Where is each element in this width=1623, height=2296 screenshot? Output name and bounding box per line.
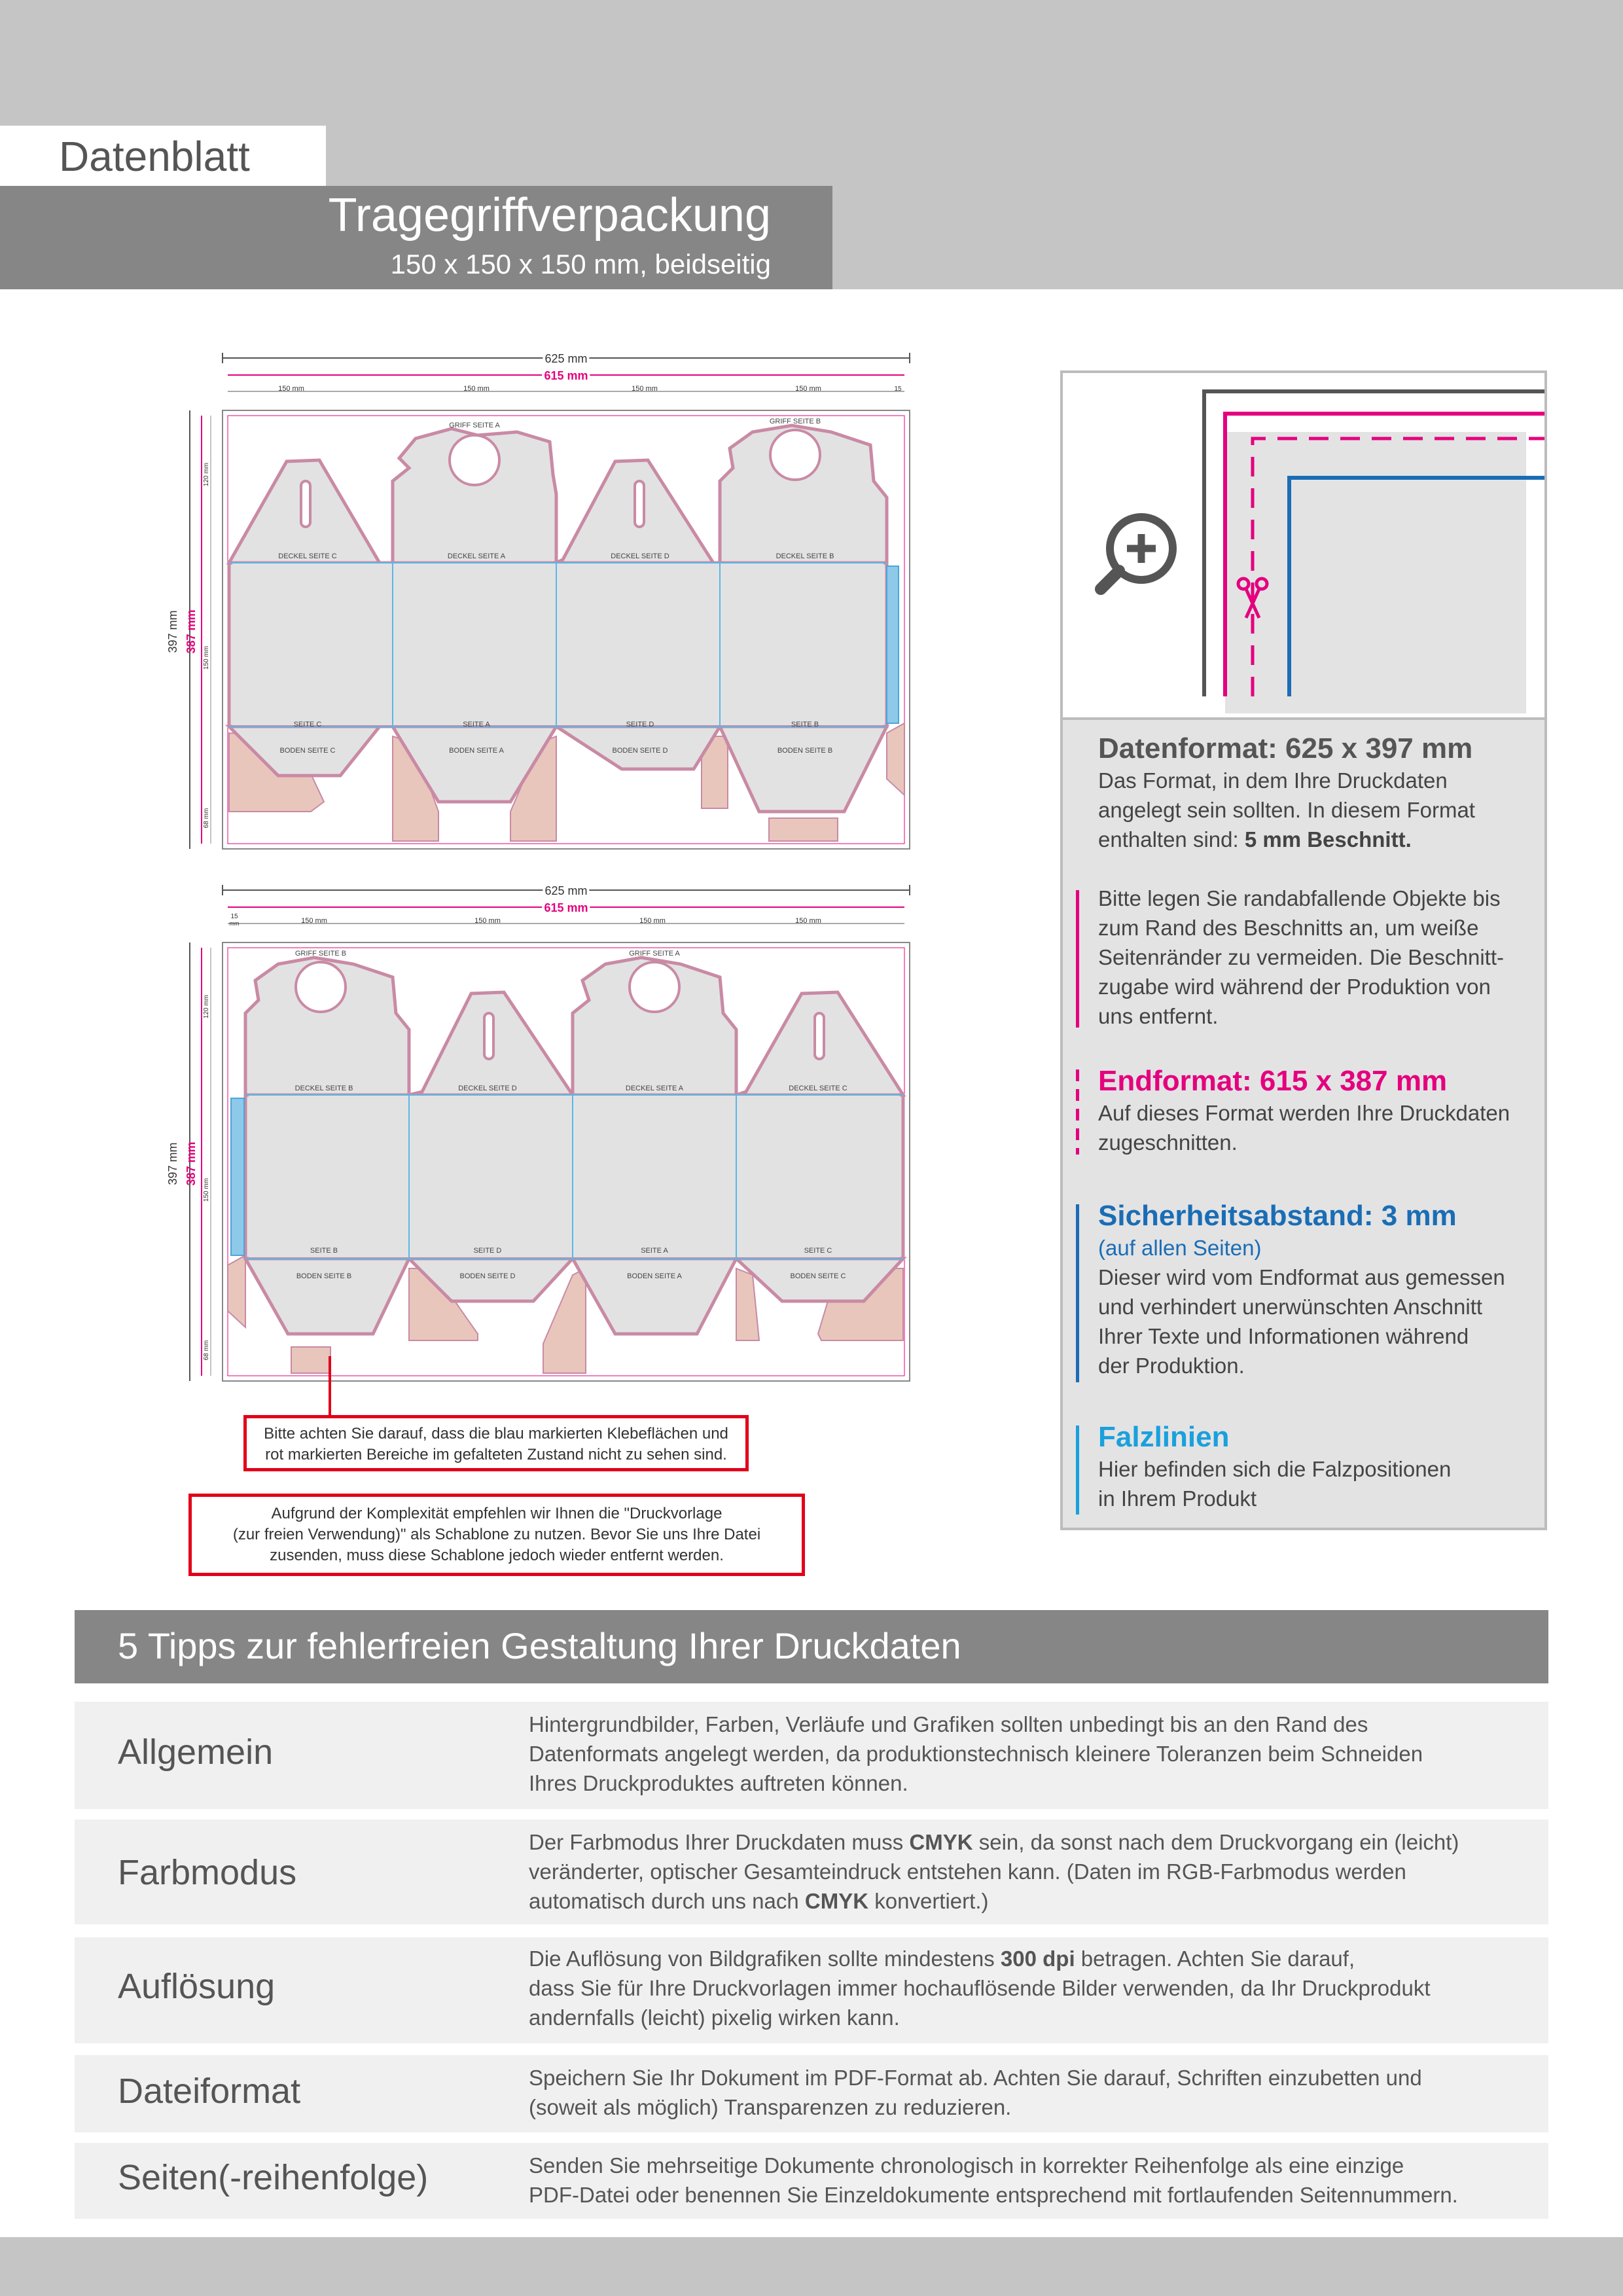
lid-label-2: DECKEL SEITE A [447, 552, 506, 560]
dim-side-4: 150 mm [795, 917, 821, 925]
dim-trim-height: 387 mm [185, 1141, 198, 1186]
tip-farbmodus-text [529, 1827, 1459, 1916]
glue-area-note [243, 1415, 749, 1471]
tip-seiten-line-1: Senden Sie mehrseitige Dokumente chronologisch in korrekter Reihenfolge als eine einzige [529, 2153, 1404, 2178]
tip-aufloesung-line-1c: betragen. Achten Sie darauf, [1075, 1946, 1355, 1971]
falzlinien-title: Falzlinien [1098, 1421, 1230, 1453]
falzlinien-bar [1076, 1426, 1079, 1515]
bottom-label-1: BODEN SEITE B [296, 1272, 352, 1280]
sicherheit-subtitle: (auf allen Seiten) [1098, 1236, 1262, 1260]
footer-band [0, 2237, 1623, 2296]
tip-farbmodus-line-2: veränderter, optischer Gesamteindruck entstehen kann. (Daten im RGB-Farbmodus werden [529, 1859, 1406, 1884]
title-box [0, 186, 832, 289]
tip-dateiformat-line-2: (soweit als möglich) Transparenzen zu reduzieren. [529, 2095, 1012, 2119]
tip-aufloesung-line-1 [529, 1944, 1431, 1973]
tip-aufloesung-label: Auflösung [118, 1967, 276, 2006]
datenformat-line-3b: 5 mm Beschnitt. [1244, 827, 1412, 852]
dim-side-3: 150 mm [639, 917, 666, 925]
lid-label-1: DECKEL SEITE B [294, 1085, 353, 1092]
dieline-inside [164, 882, 916, 1390]
tip-seiten-text [529, 2151, 1458, 2210]
dim-body-height: 150 mm [203, 1177, 210, 1202]
beschnitt-line-3: Seitenränder zu vermeiden. Die Beschnitt- [1098, 945, 1504, 969]
tip-dateiformat-label: Dateiformat [118, 2072, 301, 2111]
bottom-label-4: BODEN SEITE B [777, 747, 833, 755]
tip-dateiformat-line-1: Speichern Sie Ihr Dokument im PDF-Format ab. Achten Sie darauf, Schriften einzubetten und [529, 2066, 1422, 2090]
dim-lid-height: 120 mm [203, 994, 210, 1019]
tip-allgemein-label: Allgemein [118, 1732, 274, 1772]
dim-total-width: 625 mm [544, 352, 588, 365]
tip-farbmodus-line-3 [529, 1886, 1459, 1916]
dim-side-3: 150 mm [632, 385, 658, 393]
tip-farbmodus-line-1 [529, 1827, 1459, 1857]
endformat-line-2: zugeschnitten. [1098, 1130, 1238, 1155]
tip-seiten [75, 2143, 1548, 2219]
handle-label-1: GRIFF SEITE B [294, 950, 347, 958]
product-title: Tragegriffverpackung [328, 189, 771, 242]
dim-side-2: 150 mm [474, 917, 501, 925]
tip-allgemein-line-3: Ihres Druckproduktes auftreten können. [529, 1771, 908, 1795]
tip-aufloesung-text [529, 1944, 1431, 2032]
tip-dateiformat [75, 2055, 1548, 2132]
dim-total-width: 625 mm [544, 884, 588, 897]
sicherheit-title: Sicherheitsabstand: 3 mm [1098, 1200, 1457, 1232]
datasheet-label: Datenblatt [59, 133, 250, 180]
template-note [188, 1494, 805, 1576]
side-label-1: SEITE C [293, 721, 322, 728]
template-note-line-2: (zur freien Verwendung)" als Schablone zu nutzen. Bevor Sie uns Ihre Datei [232, 1526, 761, 1543]
dim-margin: 15 [894, 386, 902, 393]
dim-side-1: 150 mm [301, 917, 327, 925]
dim-margin: 15 [230, 913, 238, 920]
datenformat-block [1098, 732, 1543, 854]
beschnitt-line-4: zugabe wird während der Produktion von [1098, 975, 1491, 999]
beschnitt-line-1: Bitte legen Sie randabfallende Objekte bis [1098, 886, 1501, 910]
tip-farbmodus-line-3b: CMYK [804, 1889, 869, 1913]
tip-allgemein-line-2: Datenformats angelegt werden, da produktionstechnisch kleinere Toleranzen beim Schneiden [529, 1742, 1423, 1766]
tip-dateiformat-text [529, 2063, 1422, 2122]
lid-label-3: DECKEL SEITE D [611, 552, 669, 560]
tip-farbmodus-line-1a: Der Farbmodus Ihrer Druckdaten muss [529, 1830, 910, 1854]
template-note-line-1: Aufgrund der Komplexität empfehlen wir Ihnen die "Druckvorlage [271, 1505, 722, 1522]
dim-lid-height: 120 mm [203, 462, 210, 487]
side-label-4: SEITE B [791, 721, 819, 728]
beschnitt-line-2: zum Rand des Beschnitts an, um weiße [1098, 916, 1479, 940]
tip-aufloesung-line-3: andernfalls (leicht) pixelig wirken kann. [529, 2005, 900, 2030]
endformat-line-1: Auf dieses Format werden Ihre Druckdaten [1098, 1101, 1510, 1125]
tip-seiten-label: Seiten(-reihenfolge) [118, 2158, 429, 2197]
side-label-3: SEITE D [626, 721, 654, 728]
dim-margin-unit: mm [229, 920, 240, 927]
falzlinien-block [1098, 1420, 1543, 1513]
falzlinien-line-2: in Ihrem Produkt [1098, 1486, 1257, 1511]
format-info-panel [1060, 370, 1547, 1530]
datenformat-line-2: angelegt sein sollten. In diesem Format [1098, 798, 1475, 822]
bottom-label-1: BODEN SEITE C [279, 747, 336, 755]
note-connector [329, 1356, 331, 1416]
sicherheit-block [1098, 1199, 1543, 1380]
side-label-4: SEITE C [804, 1247, 832, 1255]
endformat-title: Endformat: 615 x 387 mm [1098, 1065, 1448, 1097]
bottom-label-3: BODEN SEITE D [612, 747, 668, 755]
handle-label-2: GRIFF SEITE A [629, 950, 680, 958]
tip-aufloesung-line-1b: 300 dpi [1000, 1946, 1075, 1971]
sicherheit-line-2: und verhindert unerwünschten Anschnitt [1098, 1295, 1483, 1319]
dieline-inside-svg [164, 882, 916, 1386]
product-subtitle: 150 x 150 x 150 mm, beidseitig [390, 249, 771, 279]
sicherheit-line-4: der Produktion. [1098, 1354, 1245, 1378]
datenformat-line-3 [1098, 825, 1543, 854]
tip-allgemein [75, 1702, 1548, 1809]
dim-side-2: 150 mm [463, 385, 490, 393]
tip-allgemein-line-1: Hintergrundbilder, Farben, Verläufe und Grafiken sollten unbedingt bis an den Rand des [529, 1712, 1368, 1736]
tip-farbmodus-line-3a: automatisch durch uns nach [529, 1889, 805, 1913]
bottom-label-4: BODEN SEITE C [790, 1272, 846, 1280]
falzlinien-line-1: Hier befinden sich die Falzpositionen [1098, 1457, 1452, 1481]
tip-aufloesung [75, 1937, 1548, 2043]
beschnitt-bar [1076, 890, 1079, 1028]
tips-heading: 5 Tipps zur fehlerfreien Gestaltung Ihrer Druckdaten [118, 1625, 961, 1666]
tip-farbmodus-line-1b: CMYK [909, 1830, 973, 1854]
tip-seiten-line-2: PDF-Datei oder benennen Sie Einzeldokumente entsprechend mit fortlaufenden Seitennummern. [529, 2183, 1458, 2207]
dim-total-height: 397 mm [166, 610, 179, 653]
lid-label-4: DECKEL SEITE C [789, 1085, 847, 1092]
side-label-2: SEITE D [473, 1247, 502, 1255]
dim-side-4: 150 mm [795, 385, 821, 393]
lid-label-4: DECKEL SEITE B [776, 552, 834, 560]
dim-trim-width: 615 mm [544, 901, 588, 914]
bottom-label-2: BODEN SEITE D [459, 1272, 516, 1280]
endformat-block [1098, 1064, 1543, 1157]
datasheet-label-box [0, 126, 326, 186]
format-zoom-illustration [1063, 373, 1544, 720]
datenformat-line-1: Das Format, in dem Ihre Druckdaten [1098, 768, 1448, 793]
glue-note-line-2: rot markierten Bereiche im gefalteten Zustand nicht zu sehen sind. [265, 1446, 727, 1463]
lid-label-3: DECKEL SEITE A [625, 1085, 684, 1092]
lid-label-2: DECKEL SEITE D [458, 1085, 517, 1092]
dim-bottom-height: 68 mm [203, 808, 210, 829]
lid-label-1: DECKEL SEITE C [278, 552, 337, 560]
side-label-1: SEITE B [310, 1247, 338, 1255]
dim-total-height: 397 mm [166, 1142, 179, 1185]
tip-allgemein-text [529, 1710, 1423, 1798]
dim-trim-height: 387 mm [185, 609, 198, 654]
tip-farbmodus-label: Farbmodus [118, 1853, 297, 1892]
handle-label-1: GRIFF SEITE A [449, 422, 500, 429]
tip-farbmodus-line-3c: konvertiert.) [868, 1889, 989, 1913]
zoom-plus-icon [1101, 517, 1173, 589]
format-corner-svg [1063, 373, 1544, 717]
tip-aufloesung-line-1a: Die Auflösung von Bildgrafiken sollte mindestens [529, 1946, 1001, 1971]
glue-note-line-1: Bitte achten Sie darauf, dass die blau markierten Klebeflächen und [264, 1425, 728, 1443]
side-label-2: SEITE A [463, 721, 490, 728]
endformat-dashed-bar [1076, 1069, 1079, 1155]
dieline-outside-svg [164, 350, 916, 854]
sicherheit-bar [1076, 1204, 1079, 1382]
dim-bottom-height: 68 mm [203, 1340, 210, 1361]
dim-trim-width: 615 mm [544, 369, 588, 382]
bottom-label-3: BODEN SEITE A [627, 1272, 682, 1280]
dim-body-height: 150 mm [203, 645, 210, 670]
beschnitt-line-5: uns entfernt. [1098, 1004, 1219, 1028]
handle-label-2: GRIFF SEITE B [769, 418, 821, 425]
datenformat-title: Datenformat: 625 x 397 mm [1098, 732, 1473, 764]
sicherheit-line-3: Ihrer Texte und Informationen während [1098, 1324, 1469, 1348]
tip-farbmodus-line-1c: sein, da sonst nach dem Druckvorgang ein (leicht) [972, 1830, 1459, 1854]
datenformat-line-3a: enthalten sind: [1098, 827, 1245, 852]
side-label-3: SEITE A [641, 1247, 668, 1255]
beschnitt-block [1098, 884, 1543, 1031]
template-note-line-3: zusenden, muss diese Schablone jedoch wieder entfernt werden. [270, 1547, 724, 1564]
dim-side-1: 150 mm [278, 385, 304, 393]
bottom-label-2: BODEN SEITE A [449, 747, 504, 755]
sicherheit-line-1: Dieser wird vom Endformat aus gemessen [1098, 1265, 1505, 1289]
dieline-outside [164, 350, 916, 857]
tips-header [75, 1610, 1548, 1683]
tip-farbmodus [75, 1820, 1548, 1924]
tip-aufloesung-line-2: dass Sie für Ihre Druckvorlagen immer hochauflösende Bilder verwenden, da Ihr Druckprodukt [529, 1976, 1431, 2000]
